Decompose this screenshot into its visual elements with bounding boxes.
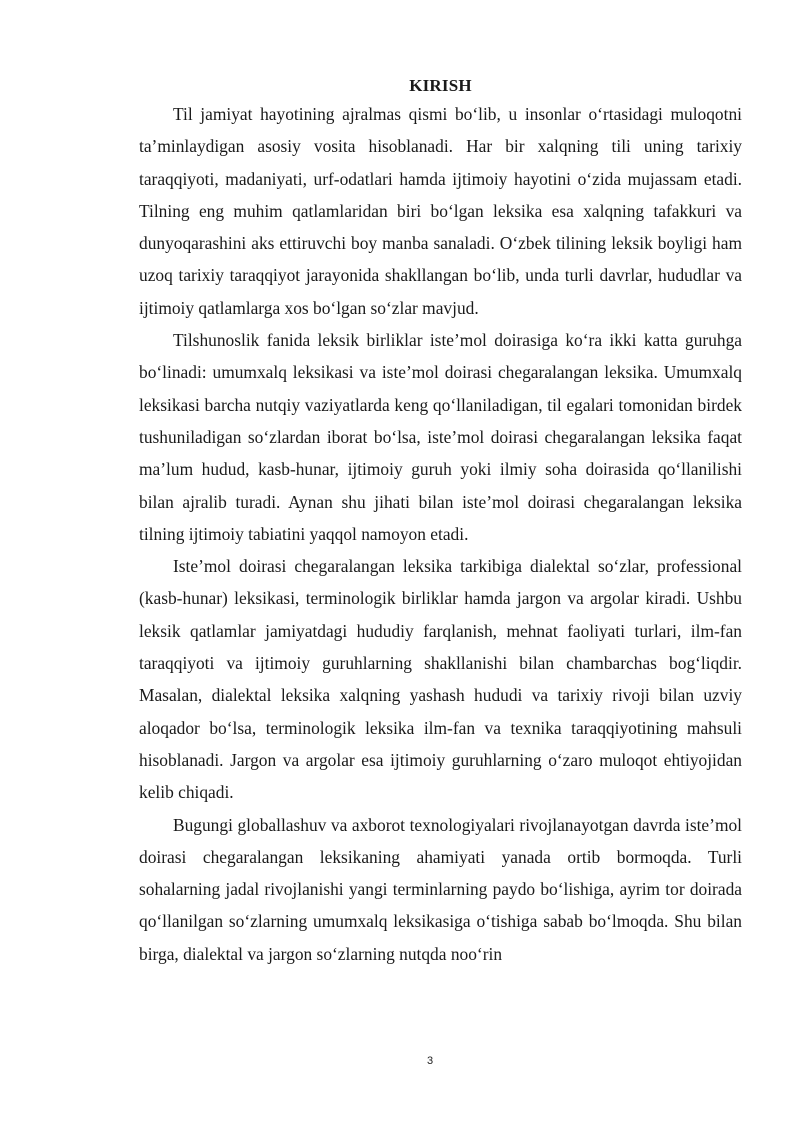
paragraph-4: Bugungi globallashuv va axborot texnologiyalari rivojlanayotgan davrda iste’mol doirasi chegaralangan leksikaning ahamiyati yanada ortib bormoqda. Turli sohalarning jadal rivojlanishi yangi terminlarning paydo bo‘lishiga, ayrim tor doirada qo‘llanilgan so‘zlarning umumxalq leksikasiga o‘tishiga sabab bo‘lmoqda. Shu bilan birga, dialektal va jargon so‘zlarning nutqda noo‘rin — [139, 814, 742, 964]
document-page — [139, 74, 742, 970]
paragraph-3: Iste’mol doirasi chegaralangan leksika tarkibiga dialektal so‘zlar, professional (kasb-hunar) leksikasi, terminologik birliklar hamda jargon va argolar kiradi. Ushbu leksik qatlamlar jamiyatdagi hududiy farqlanish, mehnat faoliyati turlari, ilm-fan taraqqiyoti va ijtimoiy guruhlarning shakllanishi bilan chambarchas bog‘liqdir. Masalan, dialektal leksika xalqning yashash hududi va tarixiy rivoji bilan uzviy aloqador bo‘lsa, terminologik leksika ilm-fan va texnika taraqqiyotining mahsuli hisoblanadi. Jargon va argolar esa ijtimoiy guruhlarning o‘zaro muloqot ehtiyojidan kelib chiqadi. — [139, 556, 742, 803]
page-number: 3 — [426, 1055, 434, 1067]
paragraph-1: Til jamiyat hayotining ajralmas qismi bo‘lib, u insonlar o‘rtasidagi muloqotni ta’minlaydigan asosiy vosita hisoblanadi. Har bir xalqning tili uning tarixiy taraqqiyoti, madaniyati, urf-odatlari hamda ijtimoiy hayotini o‘zida mujassam etadi. Tilning eng muhim qatlamlaridan biri bo‘lgan leksika esa xalqning tafakkuri va dunyoqarashini aks ettiruvchi boy manba sanaladi. O‘zbek tilining leksik boyligi ham uzoq tarixiy taraqqiyot jarayonida shakllangan bo‘lib, unda turli davrlar, hududlar va ijtimoiy qatlamlarga xos bo‘lgan so‘zlar mavjud. — [139, 104, 742, 318]
section-heading: KIRISH — [409, 76, 472, 95]
paragraph-2: Tilshunoslik fanida leksik birliklar iste’mol doirasiga ko‘ra ikki katta guruhga bo‘linadi: umumxalq leksikasi va iste’mol doirasi chegaralangan leksika. Umumxalq leksikasi barcha nutqiy vaziyatlarda keng qo‘llaniladigan, til egalari tomonidan birdek tushuniladigan so‘zlardan iborat bo‘lsa, iste’mol doirasi chegaralangan leksika faqat ma’lum hudud, kasb-hunar, ijtimoiy guruh yoki ilmiy soha doirasida qo‘llanilishi bilan ajralib turadi. Aynan shu jihati bilan iste’mol doirasi chegaralangan leksika tilning ijtimoiy tabiatini yaqqol namoyon etadi. — [139, 330, 742, 544]
